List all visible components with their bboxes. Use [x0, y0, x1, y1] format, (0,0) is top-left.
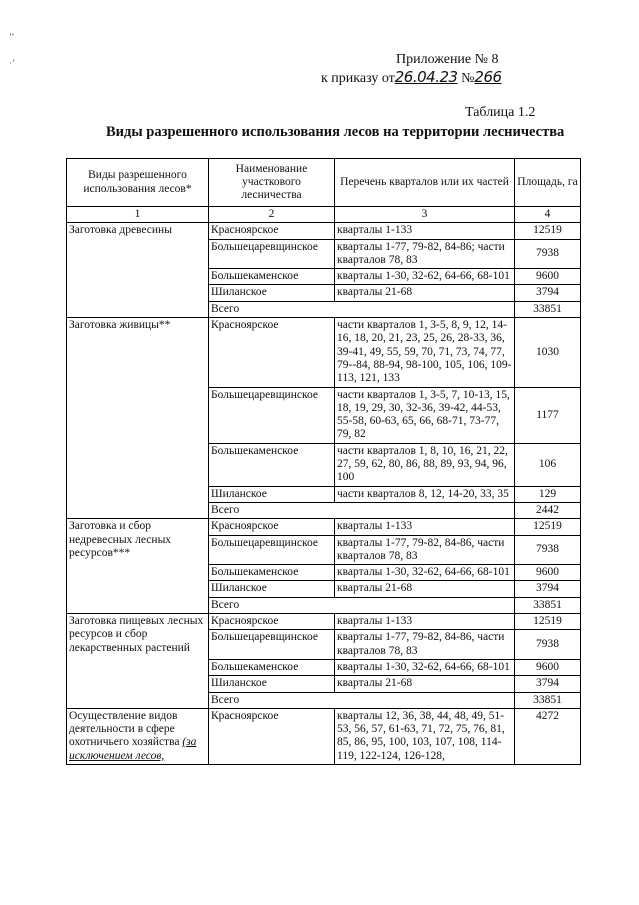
- forestry-cell: Красноярское: [209, 223, 335, 239]
- use-type-cell: [67, 708, 209, 764]
- table-row: [67, 223, 581, 239]
- quarters-cell: кварталы 1-133: [335, 519, 515, 535]
- forestry-cell: Большецаревщинское: [209, 535, 335, 565]
- area-cell: 7938: [515, 630, 581, 660]
- table-row: [67, 318, 581, 387]
- quarters-cell: кварталы 21-68: [335, 581, 515, 597]
- total-label: Всего: [209, 597, 515, 613]
- use-type-cell: Заготовка древесины: [67, 223, 209, 318]
- total-area-cell: 2442: [515, 502, 581, 518]
- order-date: 26.04.23: [394, 68, 458, 86]
- quarters-cell: части кварталов 1, 3-5, 7, 10-13, 15, 18, 19, 29, 30, 32-36, 39-42, 44-53, 55-58, 60-63, 65, 66, 68-71, 73-77, 79, 82: [335, 387, 515, 443]
- quarters-cell: кварталы 1-77, 79-82, 84-86, части кварталов 78, 83: [335, 535, 515, 565]
- forestry-cell: Большекаменское: [209, 565, 335, 581]
- area-cell: 106: [515, 443, 581, 486]
- table-number: Таблица 1.2: [465, 105, 536, 120]
- table-row: [67, 708, 581, 764]
- order-number: 266: [474, 68, 502, 86]
- appendix-label: Приложение № 8: [396, 52, 499, 67]
- forestry-cell: Большецаревщинское: [209, 387, 335, 443]
- forestry-cell: Красноярское: [209, 614, 335, 630]
- area-cell: 129: [515, 486, 581, 502]
- area-cell: 9600: [515, 659, 581, 675]
- quarters-cell: кварталы 1-133: [335, 223, 515, 239]
- use-type-cell: Заготовка и сбор недревесных лесных ресурсов***: [67, 519, 209, 614]
- header-row: [67, 159, 581, 207]
- forestry-cell: Шиланское: [209, 581, 335, 597]
- forestry-cell: Шиланское: [209, 676, 335, 692]
- scan-mark: ’’: [9, 32, 15, 42]
- forestry-cell: Красноярское: [209, 708, 335, 764]
- total-area-cell: 33851: [515, 301, 581, 317]
- column-header: Наименование участкового лесничества: [209, 159, 335, 207]
- total-label: Всего: [209, 502, 515, 518]
- total-area-cell: 33851: [515, 597, 581, 613]
- forestry-cell: Большекаменское: [209, 659, 335, 675]
- order-prefix: к приказу от: [321, 71, 395, 86]
- column-number: 2: [209, 207, 335, 223]
- area-cell: 12519: [515, 519, 581, 535]
- quarters-cell: кварталы 21-68: [335, 676, 515, 692]
- table-row: [67, 614, 581, 630]
- total-area-cell: 33851: [515, 692, 581, 708]
- area-cell: 9600: [515, 269, 581, 285]
- order-reference: [321, 68, 502, 87]
- use-type-cell: Заготовка пищевых лесных ресурсов и сбор лекарственных растений: [67, 614, 209, 709]
- forestry-cell: Шиланское: [209, 285, 335, 301]
- forestry-cell: Большецаревщинское: [209, 239, 335, 269]
- forestry-cell: Красноярское: [209, 519, 335, 535]
- forestry-cell: Большекаменское: [209, 269, 335, 285]
- quarters-cell: кварталы 12, 36, 38, 44, 48, 49, 51-53, 56, 57, 61-63, 71, 72, 75, 76, 81, 85, 86, 95, 100, 103, 107, 108, 114-119, 122-124, 126-128,: [335, 708, 515, 764]
- page-title: Виды разрешенного использования лесов на территории лесничества: [106, 124, 565, 140]
- quarters-cell: части кварталов 8, 12, 14-20, 33, 35: [335, 486, 515, 502]
- quarters-cell: кварталы 1-30, 32-62, 64-66, 68-101: [335, 659, 515, 675]
- quarters-cell: кварталы 1-30, 32-62, 64-66, 68-101: [335, 565, 515, 581]
- forest-use-table: [66, 158, 581, 765]
- use-type-note: (за исключением лесов,: [69, 736, 197, 762]
- column-number: 1: [67, 207, 209, 223]
- quarters-cell: части кварталов 1, 8, 10, 16, 21, 22, 27, 59, 62, 80, 86, 88, 89, 93, 94, 96, 100: [335, 443, 515, 486]
- use-type: Осуществление видов деятельности в сфере охотничьего хозяйства: [69, 709, 180, 749]
- table-row: [67, 519, 581, 535]
- quarters-cell: кварталы 1-30, 32-62, 64-66, 68-101: [335, 269, 515, 285]
- total-label: Всего: [209, 301, 515, 317]
- area-cell: 7938: [515, 239, 581, 269]
- total-label: Всего: [209, 692, 515, 708]
- column-header: Перечень кварталов или их частей: [335, 159, 515, 207]
- order-number-prefix: №: [461, 71, 475, 86]
- area-cell: 12519: [515, 223, 581, 239]
- forestry-cell: Шиланское: [209, 486, 335, 502]
- area-cell: 7938: [515, 535, 581, 565]
- area-cell: 1177: [515, 387, 581, 443]
- scan-mark: ·’: [9, 58, 15, 68]
- use-type-cell: Заготовка живицы**: [67, 318, 209, 519]
- quarters-cell: части кварталов 1, 3-5, 8, 9, 12, 14-16, 18, 20, 21, 23, 25, 26, 28-33, 36, 39-41, 49, 55, 59, 70, 71, 73, 74, 77, 79--84, 88-94, 98-100, 105, 106, 109-113, 121, 133: [335, 318, 515, 387]
- quarters-cell: кварталы 1-77, 79-82, 84-86; части кварталов 78, 83: [335, 239, 515, 269]
- column-header: Виды разрешенного использования лесов*: [67, 159, 209, 207]
- column-header: Площадь, га: [515, 159, 581, 207]
- quarters-cell: кварталы 1-77, 79-82, 84-86, части кварталов 78, 83: [335, 630, 515, 660]
- quarters-cell: кварталы 1-133: [335, 614, 515, 630]
- area-cell: 3794: [515, 581, 581, 597]
- area-cell: 9600: [515, 565, 581, 581]
- area-cell: 4272: [515, 708, 581, 764]
- area-cell: 1030: [515, 318, 581, 387]
- column-number: 4: [515, 207, 581, 223]
- forestry-cell: Большецаревщинское: [209, 630, 335, 660]
- column-number-row: [67, 207, 581, 223]
- area-cell: 3794: [515, 285, 581, 301]
- quarters-cell: кварталы 21-68: [335, 285, 515, 301]
- area-cell: 12519: [515, 614, 581, 630]
- area-cell: 3794: [515, 676, 581, 692]
- forestry-cell: Большекаменское: [209, 443, 335, 486]
- column-number: 3: [335, 207, 515, 223]
- forestry-cell: Красноярское: [209, 318, 335, 387]
